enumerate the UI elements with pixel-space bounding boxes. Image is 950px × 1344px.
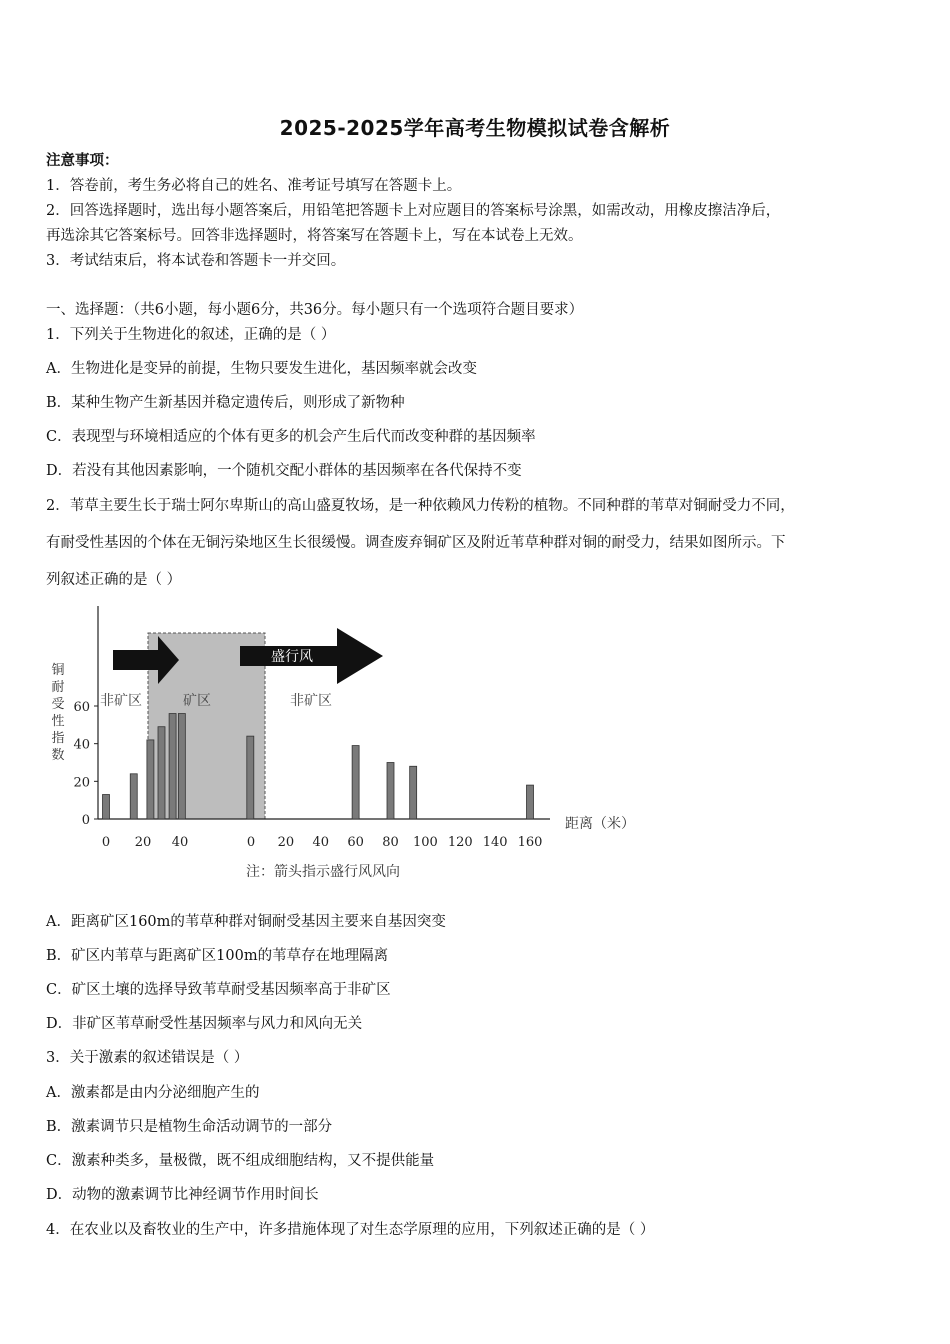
x-tick-label: 80 bbox=[382, 835, 399, 850]
chart-bar bbox=[158, 727, 165, 819]
chart-bar bbox=[527, 785, 534, 819]
question-3-option-a: A．激素都是由内分泌细胞产生的 bbox=[46, 1085, 260, 1101]
y-axis-label-char: 耐 bbox=[51, 680, 65, 695]
y-axis-label-char: 性 bbox=[51, 714, 65, 729]
question-3-stem: 3．关于激素的叙述错误是（ ） bbox=[46, 1050, 249, 1066]
y-axis-label-char: 受 bbox=[51, 697, 65, 712]
question-2-stem-line: 2．苇草主要生长于瑞士阿尔卑斯山的高山盛夏牧场，是一种依赖风力传粉的植物。不同种群的苇草对铜耐受力不同， bbox=[46, 498, 795, 514]
question-2-option-d: D．非矿区苇草耐受性基因频率与风力和风向无关 bbox=[46, 1016, 363, 1032]
x-tick-label: 140 bbox=[482, 835, 508, 850]
chart-bar bbox=[169, 714, 176, 819]
y-tick-label: 40 bbox=[73, 737, 90, 753]
chart-svg bbox=[40, 598, 660, 888]
y-axis-label-char: 铜 bbox=[51, 663, 65, 678]
x-tick-label: 40 bbox=[171, 835, 189, 850]
chart-bar bbox=[352, 746, 359, 819]
question-2-option-a: A．距离矿区160m的苇草种群对铜耐受基因主要来自基因突变 bbox=[46, 914, 446, 930]
question-3-option-b: B．激素调节只是植物生命活动调节的一部分 bbox=[46, 1119, 333, 1135]
question-3-option-c: C．激素种类多，量极微，既不组成细胞结构，又不提供能量 bbox=[46, 1153, 435, 1169]
x-tick-label: 0 bbox=[246, 835, 256, 850]
chart-bar bbox=[387, 763, 394, 820]
question-2-stem-line: 有耐受性基因的个体在无铜污染地区生长很缓慢。调查废弃铜矿区及附近苇草种群对铜的耐受力，结果如图所示。下 bbox=[46, 535, 786, 551]
x-tick-label: 20 bbox=[134, 835, 152, 850]
notice-item: 1．答卷前，考生务必将自己的姓名、准考证号填写在答题卡上。 bbox=[46, 178, 462, 194]
x-axis-label: 距离（米） bbox=[565, 816, 635, 832]
chart-bar bbox=[103, 795, 110, 819]
question-4-stem: 4．在农业以及畜牧业的生产中，许多措施体现了对生态学原理的应用，下列叙述正确的是（ ） bbox=[46, 1222, 655, 1238]
y-axis-label-char: 数 bbox=[51, 748, 65, 763]
notice-item: 3．考试结束后，将本试卷和答题卡一并交回。 bbox=[46, 253, 346, 269]
x-tick-label: 60 bbox=[347, 835, 364, 850]
x-tick-label: 100 bbox=[412, 835, 438, 850]
x-tick-label: 0 bbox=[101, 835, 111, 850]
y-tick-label: 20 bbox=[73, 775, 90, 791]
page-title: 2025-2025学年高考生物模拟试卷含解析 bbox=[279, 116, 671, 140]
chart-bar bbox=[178, 714, 185, 819]
x-tick-label: 20 bbox=[277, 835, 295, 850]
region-label-mine: 矿区 bbox=[183, 693, 211, 709]
notice-item: 再选涂其它答案标号。回答非选择题时，将答案写在答题卡上，写在本试卷上无效。 bbox=[46, 228, 583, 244]
y-tick-label: 60 bbox=[73, 700, 90, 715]
question-1-option-a: A．生物进化是变异的前提，生物只要发生进化，基因频率就会改变 bbox=[46, 361, 477, 377]
x-tick-label: 160 bbox=[517, 835, 543, 850]
chart-bar bbox=[147, 740, 154, 819]
wind-label: 盛行风 bbox=[271, 649, 313, 665]
region-label-non-mine-right: 非矿区 bbox=[290, 693, 332, 709]
section-heading: 一、选择题：（共6小题，每小题6分，共36分。每小题只有一个选项符合题目要求） bbox=[46, 302, 584, 318]
question-1-stem: 1．下列关于生物进化的叙述，正确的是（ ） bbox=[46, 327, 336, 343]
question-2-option-b: B．矿区内苇草与距离矿区100m的苇草存在地理隔离 bbox=[46, 948, 389, 964]
question-1-option-d: D．若没有其他因素影响，一个随机交配小群体的基因频率在各代保持不变 bbox=[46, 463, 522, 479]
question-1-option-c: C．表现型与环境相适应的个体有更多的机会产生后代而改变种群的基因频率 bbox=[46, 429, 536, 445]
region-label-non-mine-left: 非矿区 bbox=[100, 693, 142, 709]
y-tick-label: 0 bbox=[81, 813, 90, 828]
chart-bar bbox=[247, 736, 254, 819]
x-tick-label: 40 bbox=[312, 835, 330, 850]
question-3-option-d: D．动物的激素调节比神经调节作用时间长 bbox=[46, 1187, 319, 1203]
chart-note: 注：箭头指示盛行风风向 bbox=[246, 864, 400, 880]
question-2-stem-line: 列叙述正确的是（ ） bbox=[46, 572, 182, 588]
chart-bar bbox=[410, 766, 417, 819]
y-axis-label-char: 指 bbox=[51, 731, 65, 746]
notice-item: 2．回答选择题时，选出每小题答案后，用铅笔把答题卡上对应题目的答案标号涂黑，如需改动，用橡皮擦洁净后， bbox=[46, 203, 781, 219]
x-tick-label: 120 bbox=[447, 835, 473, 850]
notice-heading: 注意事项： bbox=[46, 152, 119, 169]
chart-bar bbox=[130, 774, 137, 819]
question-1-option-b: B．某种生物产生新基因并稳定遗传后，则形成了新物种 bbox=[46, 395, 405, 411]
question-2-option-c: C．矿区土壤的选择导致苇草耐受基因频率高于非矿区 bbox=[46, 982, 391, 998]
copper-tolerance-chart bbox=[40, 598, 660, 892]
